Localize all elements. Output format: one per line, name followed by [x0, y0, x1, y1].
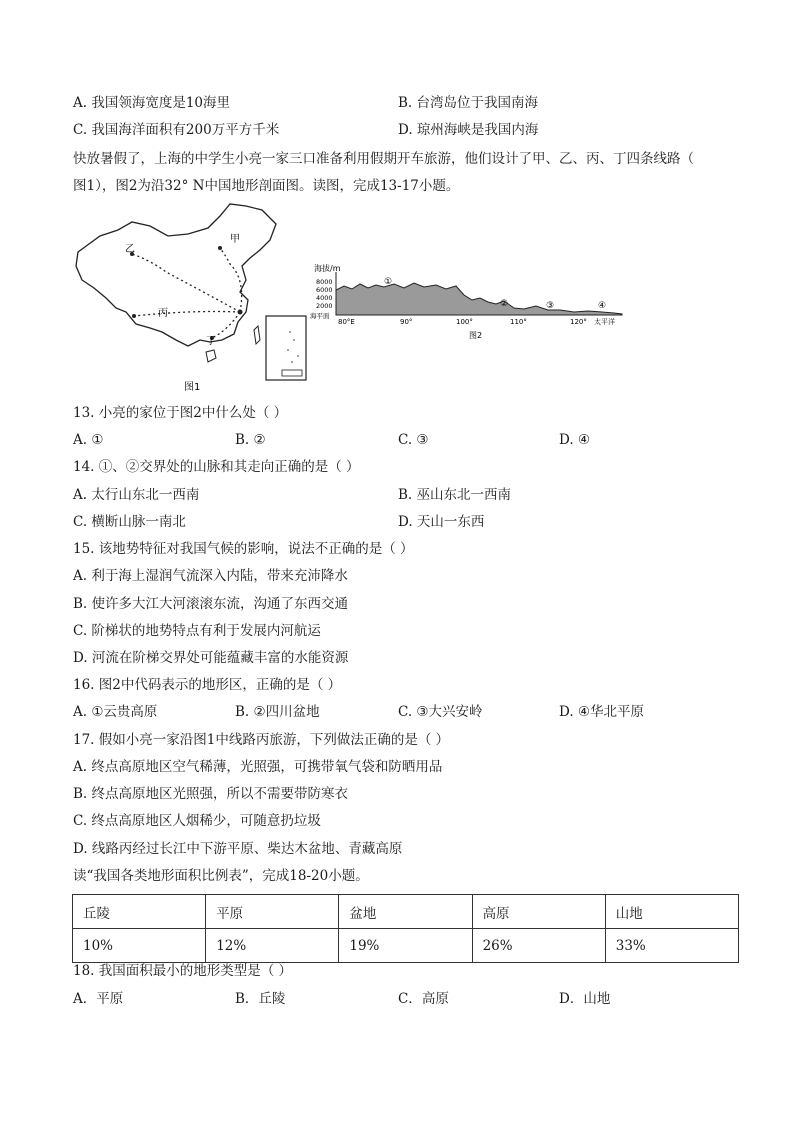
profile-y-title: 海拔/m [314, 264, 341, 273]
q18-stem: 18. 我国面积最小的地形类型是（ ） [73, 963, 293, 979]
q14-stem: 14. ①、②交界处的山脉和其走向正确的是（ ） [73, 459, 360, 475]
q15-option-a: A. 利于海上湿润气流深入内陆，带来充沛降水 [73, 568, 348, 584]
route-ding [212, 312, 240, 338]
y-tick-6000: 6000 [316, 286, 333, 294]
q13-stem: 13. 小亮的家位于图2中什么处（ ） [73, 405, 288, 421]
x-tick-110: 110° [510, 318, 527, 326]
taiwan-island [254, 326, 260, 344]
q12-option-a: A. 我国领海宽度是10海里 [73, 95, 231, 111]
header-cell-mountains: 山地 [605, 895, 738, 929]
profile-marker-1: ① [384, 277, 393, 287]
value-cell-basins: 19% [339, 929, 472, 963]
q16-option-d: D. ④华北平原 [559, 704, 645, 720]
figure-2-caption: 图2 [469, 331, 483, 340]
q13-option-b: B. ② [235, 432, 266, 448]
q14-option-c: C. 横断山脉一南北 [73, 514, 186, 530]
x-tick-100: 100° [456, 318, 473, 326]
q18-option-c: C．高原 [398, 991, 449, 1007]
q18-option-d: D．山地 [559, 991, 611, 1007]
table-row [73, 929, 739, 963]
route-map-figure [70, 200, 320, 400]
profile-marker-2: ② [500, 299, 509, 309]
x-tick-90: 90° [400, 318, 413, 326]
q14-option-d: D. 天山一东西 [398, 514, 485, 530]
q15-stem: 15. 该地势特征对我国气候的影响，说法不正确的是（ ） [73, 541, 414, 557]
q14-option-b: B. 巫山东北一西南 [398, 487, 512, 503]
y-tick-2000: 2000 [316, 302, 333, 310]
route-bing [134, 312, 240, 317]
route-yi [132, 254, 240, 312]
value-cell-mountains: 33% [605, 929, 738, 963]
terrain-profile-figure [304, 262, 634, 342]
intro-line-1: 快放暑假了，上海的中学生小亮一家三口准备利用假期开车旅游，他们设计了甲、乙、丙、丁四条线路（ [73, 151, 694, 167]
pacific-label: 太平洋 [594, 318, 615, 326]
q16-option-a: A. ①云贵高原 [73, 704, 158, 720]
route-jia [220, 248, 242, 312]
q15-option-d: D. 河流在阶梯交界处可能蕴藏丰富的水能资源 [73, 650, 349, 666]
intro-table-line: 读“我国各类地形面积比例表”，完成18-20小题。 [73, 868, 369, 884]
x-tick-80e: 80°E [338, 318, 355, 326]
q13-option-a: A. ① [73, 432, 104, 448]
intro-line-2: 图1），图2为沿32° N中国地形剖面图。读图，完成13-17小题。 [73, 178, 460, 194]
header-cell-hills: 丘陵 [73, 895, 206, 929]
route-label-yi: 乙 [125, 244, 135, 255]
q18-option-a: A．平原 [73, 991, 124, 1007]
header-cell-plateaus: 高原 [472, 895, 605, 929]
q15-option-c: C. 阶梯状的地势特点有利于发展内河航运 [73, 623, 321, 639]
figure-1-caption: 图1 [184, 382, 201, 393]
header-cell-basins: 盆地 [339, 895, 472, 929]
value-cell-hills: 10% [73, 929, 206, 963]
q12-option-d: D. 琼州海峡是我国内海 [398, 122, 539, 138]
profile-marker-4: ④ [598, 301, 607, 311]
x-tick-120: 120° [570, 318, 587, 326]
q17-stem: 17. 假如小亮一家沿图1中线路丙旅游，下列做法正确的是（ ） [73, 732, 450, 748]
value-cell-plains: 12% [206, 929, 339, 963]
route-label-jia: 甲 [230, 234, 240, 245]
q17-option-d: D. 线路丙经过长江中下游平原、柴达木盆地、青藏高原 [73, 841, 403, 857]
q16-stem: 16. 图2中代码表示的地形区，正确的是（ ） [73, 677, 342, 693]
y-tick-8000: 8000 [316, 278, 333, 286]
q18-option-b: B．丘陵 [235, 991, 286, 1007]
q13-option-d: D. ④ [559, 432, 591, 448]
sea-level-label: 海平面 [310, 312, 330, 320]
table-header-row [73, 895, 739, 929]
q17-option-a: A. 终点高原地区空气稀薄，光照强，可携带氧气袋和防晒用品 [73, 759, 443, 775]
china-outline [76, 204, 276, 346]
q17-option-b: B. 终点高原地区光照强，所以不需要带防寒衣 [73, 786, 349, 802]
y-tick-4000: 4000 [316, 294, 333, 302]
q15-option-b: B. 使许多大江大河滚滚东流，沟通了东西交通 [73, 596, 349, 612]
value-cell-plateaus: 26% [472, 929, 605, 963]
q12-option-c: C. 我国海洋面积有200万平方千米 [73, 122, 280, 138]
terrain-profile [336, 283, 622, 315]
route-label-ding: 丁 [206, 336, 216, 347]
q13-option-c: C. ③ [398, 432, 429, 448]
q16-option-b: B. ②四川盆地 [235, 704, 320, 720]
profile-marker-3: ③ [546, 301, 555, 311]
q16-option-c: C. ③大兴安岭 [398, 704, 483, 720]
terrain-area-table [72, 894, 739, 963]
q12-option-b: B. 台湾岛位于我国南海 [398, 95, 539, 111]
hainan-island [206, 350, 216, 362]
header-cell-plains: 平原 [206, 895, 339, 929]
route-label-bing: 丙 [158, 308, 168, 319]
shanghai-point [238, 310, 243, 315]
q14-option-a: A. 太行山东北一西南 [73, 487, 200, 503]
q17-option-c: C. 终点高原地区人烟稀少，可随意扔垃圾 [73, 813, 321, 829]
